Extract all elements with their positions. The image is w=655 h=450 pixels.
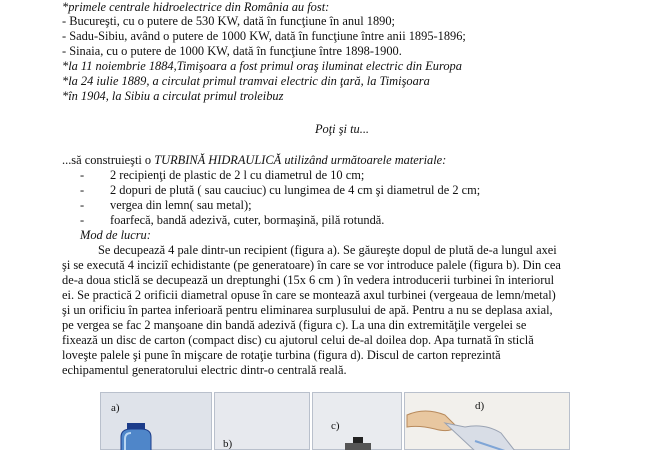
intro-item: - Sinaia, cu o putere de 1000 KW, dată în funcţiune între 1898-1900. bbox=[62, 44, 402, 58]
intro-item: - Sadu-Sibiu, având o putere de 1000 KW, dată în funcţiune între anii 1895-1896; bbox=[62, 29, 466, 43]
materials-list bbox=[62, 168, 622, 228]
figure-panel-c bbox=[312, 392, 402, 450]
intro-item: - Bucureşti, cu o putere de 530 KW, dată în funcţiune în anul 1890; bbox=[62, 14, 395, 28]
bottle-icon bbox=[101, 393, 213, 450]
method-line: Se decupează 4 pale dintr-un recipient (figura a). Se găureşte dopul de plută de-a lungul axei bbox=[98, 243, 557, 257]
hand-pouring-icon bbox=[405, 393, 570, 450]
method-line: şi se execută 4 inciziî echidistante (pe generatoare) în care se vor introduce palele (figura b). Din cea bbox=[62, 258, 561, 272]
figure-panel-b bbox=[214, 392, 310, 450]
figure-label-c: c) bbox=[331, 420, 340, 432]
list-item: - 2 recipienţi de plastic de 2 l cu diametrul de 10 cm; bbox=[80, 168, 365, 182]
turbine-figure bbox=[100, 392, 570, 450]
method-line: pe vergea se fac 2 manşoane din bandă adezivă (figura c). La una din extremităţile vergelei se bbox=[62, 318, 527, 332]
figure-panel-d bbox=[404, 392, 570, 450]
figure-label-a: a) bbox=[111, 402, 120, 414]
list-item: - 2 dopuri de plută ( sau cauciuc) cu lungimea de 4 cm şi diametrul de 2 cm; bbox=[80, 183, 481, 197]
list-item: - foarfecă, bandă adezivă, cuter, bormaşină, pilă rotundă. bbox=[80, 213, 385, 227]
method-line: loveşte palele şi pune în mişcare de rotaţie turbina (figura d). Discul de carton reprezintă bbox=[62, 348, 501, 362]
intro-heading: *primele centrale hidroelectrice din România au fost: bbox=[62, 0, 330, 14]
task-lead-emphasis: TURBINĂ HIDRAULICĂ bbox=[154, 153, 282, 167]
task-lead bbox=[62, 153, 622, 168]
document-page bbox=[62, 0, 622, 378]
method-line: fixează un disc de carton (compact disc) cu ajutorul celui de-al doilea dop. Apa turnată în sticlă bbox=[62, 333, 534, 347]
history-fact: *în 1904, la Sibiu a circulat primul troleibuz bbox=[62, 89, 284, 103]
history-fact: *la 24 iulie 1889, a circulat primul tramvai electric din ţară, la Timişoara bbox=[62, 74, 430, 88]
task-lead-suffix: utilizând următoarele materiale: bbox=[281, 153, 447, 167]
method-line: şi un orificiu în partea inferioară pentru eliminarea surplusului de apă. Pentru a nu se deplasa axial, bbox=[62, 303, 553, 317]
history-fact: *la 11 noiembrie 1884,Timişoara a fost primul oraş iluminat electric din Europa bbox=[62, 59, 462, 73]
section-title: Poţi şi tu... bbox=[314, 122, 370, 136]
figure-panel-a bbox=[100, 392, 212, 450]
list-item: - vergea din lemn( sau metal); bbox=[80, 198, 252, 212]
task-lead-prefix: ...să construieşti o bbox=[62, 153, 155, 167]
method-line: ei. Se practică 2 orificii diametral opuse în care se montează axul turbinei (vergeaua de lemn/metal) bbox=[62, 288, 556, 302]
method-title: Mod de lucru: bbox=[80, 228, 151, 242]
figure-label-d: d) bbox=[475, 400, 485, 412]
method-line: echipamentul generatorului electric dintr-o centrală reală. bbox=[62, 363, 347, 377]
figure-label-b: b) bbox=[223, 438, 233, 450]
method-line: de-a doua sticlă se decupează un dreptunghi (15x 6 cm ) în vedera introducerii turbinei în interiorul bbox=[62, 273, 555, 287]
turbine-bottle-icon bbox=[313, 393, 403, 450]
